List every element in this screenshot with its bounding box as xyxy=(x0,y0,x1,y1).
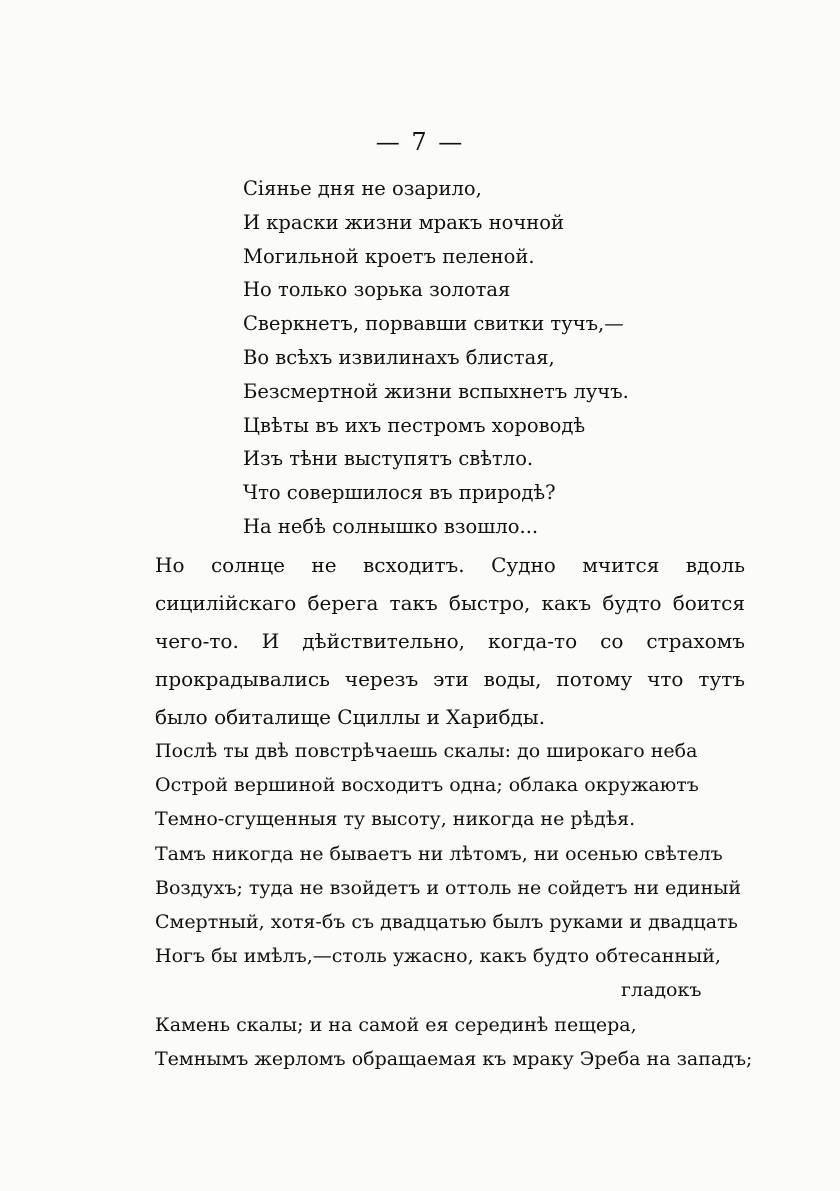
quote-line: Острой вершиной восходитъ одна; облака окружаютъ xyxy=(155,774,699,797)
page-number: — 7 — xyxy=(375,128,465,156)
poem-quotation xyxy=(155,734,755,1076)
poem-line: Изъ тѣни выступятъ свѣтло. xyxy=(243,447,534,471)
quote-line: Темнымъ жерломъ обращаемая къ мраку Эреба на западъ; xyxy=(155,1047,753,1070)
prose-section xyxy=(155,546,745,736)
quote-line: Тамъ никогда не бываетъ ни лѣтомъ, ни осенью свѣтелъ xyxy=(155,842,723,865)
poem-stanza-one xyxy=(243,172,723,544)
quote-line: Воздухъ; туда не взойдетъ и оттоль не сойдетъ ни единый xyxy=(155,876,742,899)
poem-line: Что совершилося въ природѣ? xyxy=(243,481,556,505)
quote-turnover-word: гладокъ xyxy=(621,979,702,1002)
poem-line: Сіянье дня не озарило, xyxy=(243,177,482,200)
quote-line: Камень скалы; и на самой ея серединѣ пещера, xyxy=(155,1013,637,1036)
poem-line: И краски жизни мракъ ночной xyxy=(243,210,564,234)
poem-line: Безсмертной жизни вспыхнетъ лучъ. xyxy=(243,379,629,403)
poem-line: Могильной кроетъ пеленой. xyxy=(243,244,535,268)
quote-line: Послѣ ты двѣ повстрѣчаешь скалы: до широкаго неба xyxy=(155,740,698,762)
poem-line: Но только зорька золотая xyxy=(243,278,511,302)
poem-line: На небѣ солнышко взошло... xyxy=(243,514,539,538)
poem-line: Во всѣхъ извилинахъ блистая, xyxy=(243,345,555,369)
poem-line: Сверкнетъ, порвавши свитки тучъ,— xyxy=(243,312,624,336)
poem-line: Цвѣты въ ихъ пестромъ хороводѣ xyxy=(243,413,586,437)
prose-paragraph: Но солнце не всходитъ. Судно мчится вдоль сицилійскаго берега такъ быстро, какъ будто боится чего-то. И дѣйствительно, когда-то со страхомъ прокрадывались черезъ эти воды, потому что тутъ было обиталище Сциллы и Харибды. xyxy=(155,553,745,729)
quote-line: Смертный, хотя-бъ съ двадцатью былъ руками и двадцать xyxy=(155,911,738,934)
quote-line: Ногъ бы имѣлъ,—столь ужасно, какъ будто обтесанный, xyxy=(155,945,721,968)
quote-line: Темно-сгущенныя ту высоту, никогда не рѣдѣя. xyxy=(155,808,636,831)
